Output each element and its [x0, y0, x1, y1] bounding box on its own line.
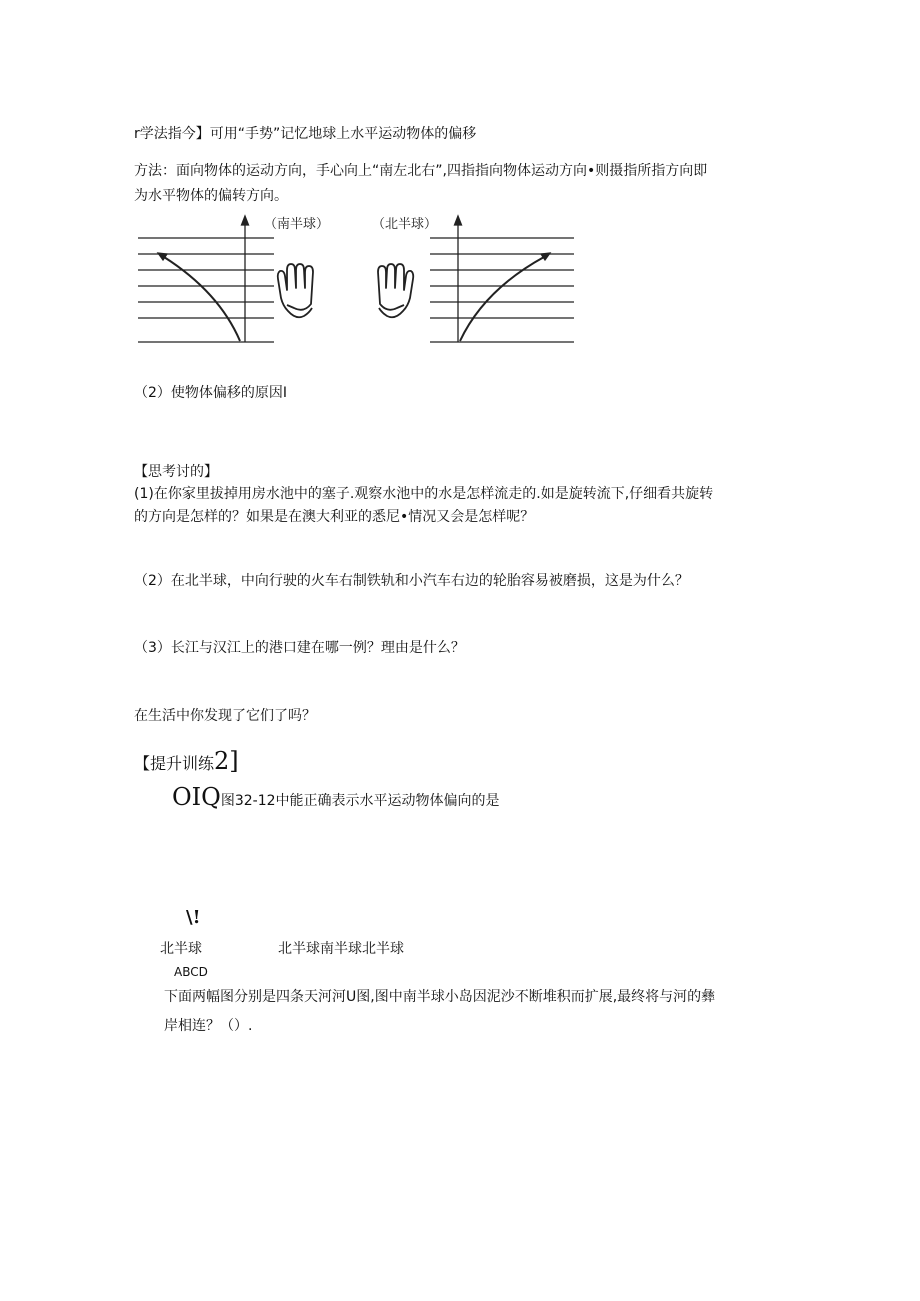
- south-axis-arrow-icon: [242, 216, 249, 225]
- discussion-q3: （3）长江与汉江上的港口建在哪一例？理由是什么？: [134, 640, 465, 656]
- training-heading: [134, 748, 239, 777]
- answer-options: ABCD: [174, 965, 208, 979]
- training-question-2-line1: 下面两幅图分别是四条天河河U图,图中南半球小岛因泥沙不断堆积而扩展,最终将与河的彝: [164, 989, 716, 1005]
- training-question-2-line2: 岸相连？（）.: [164, 1018, 253, 1034]
- discussion-q2: （2）在北半球，中向行驶的火车右制铁轨和小汽车右边的轮胎容易被磨损，这是为什么？: [134, 573, 689, 589]
- training-question-1: [172, 783, 500, 815]
- hemisphere-label-left: 北半球: [160, 941, 202, 957]
- discussion-q1-line2: 的方向是怎样的？如果是在澳大利亚的悉尼•情况又会是怎样呢？: [134, 509, 535, 525]
- south-hemisphere-label: （南半球）: [264, 217, 330, 232]
- question-prefix: OIQ: [172, 783, 221, 811]
- question-text: 图32-12中能正确表示水平运动物体偏向的是: [220, 793, 500, 809]
- answer-mark: \!: [186, 907, 201, 928]
- discussion-closing: 在生活中你发现了它们了吗？: [134, 708, 316, 724]
- right-hand-icon: [378, 264, 413, 317]
- north-axis-arrow-icon: [455, 216, 462, 225]
- method-text-line2: 为水平物体的偏转方向。: [134, 188, 288, 204]
- method-text-line1: 方法：面向物体的运动方向，手心向上“南左北右”,四指指向物体运动方向•则摄指所指方向即: [134, 163, 708, 179]
- training-heading-text: 【提升训练: [134, 754, 215, 773]
- north-hemisphere-label: （北半球）: [372, 217, 438, 232]
- left-hand-icon: [278, 264, 313, 317]
- hemisphere-deflection-figure: [134, 212, 580, 350]
- training-heading-number: 2]: [214, 747, 239, 775]
- hemisphere-labels-right: 北半球南半球北半球: [278, 941, 404, 957]
- reason-question: （2）使物体偏移的原因I: [134, 385, 288, 401]
- discussion-q1-line1: (1)在你家里拔掉用房水池中的塞子.观察水池中的水是怎样流走的.如是旋转流下,仔细看共旋转: [134, 486, 714, 502]
- north-hemisphere-panel: [430, 216, 574, 342]
- method-tip-heading: r学法指今】可用“手势”记忆地球上水平运动物体的偏移: [134, 126, 477, 142]
- south-hemisphere-panel: [138, 216, 274, 342]
- discussion-heading: 【思考讨的】: [134, 464, 218, 480]
